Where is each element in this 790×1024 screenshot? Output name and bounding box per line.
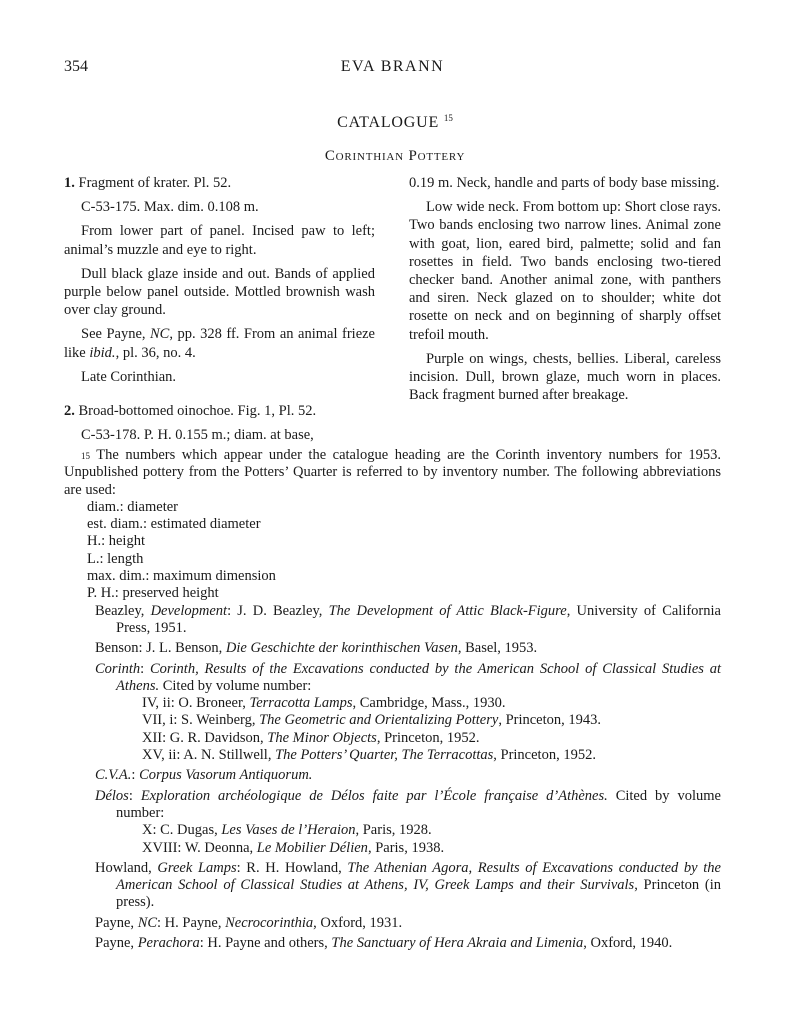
vol-rest: , Princeton, 1943.: [498, 712, 602, 729]
vol-title: The Potters’ Quarter, The Terracottas: [275, 747, 494, 764]
vol-author: IV, ii: O. Broneer,: [142, 695, 250, 712]
ref-corinth-volume: [64, 695, 721, 712]
ref-key: Howland,: [95, 859, 158, 876]
entry-2-glaze: Purple on wings, chests, bellies. Liberal, careless incision. Dull, brown glaze, much worn in places. Back fragment burned after breakage.: [409, 350, 721, 404]
vol-rest: , Cambridge, Mass., 1930.: [352, 695, 506, 712]
ref-key-italic: C.V.A.: [95, 767, 132, 784]
abbreviation-item: P. H.: preserved height: [87, 585, 219, 602]
vol-author: VII, i: S. Weinberg,: [142, 712, 260, 729]
ref-text: , pl. 36, no. 4.: [115, 344, 196, 361]
ref-title: Die Geschichte der korinthischen Vasen: [225, 640, 458, 657]
entry-1-inventory: C-53-175. Max. dim. 0.108 m.: [81, 199, 259, 216]
ref-howland: [64, 860, 721, 912]
ref-text: , pp. 328 ff. From an animal frieze like: [64, 326, 375, 361]
ref-benson: [64, 640, 721, 657]
footnote-mark: 15: [81, 451, 90, 461]
ref-corinth-volume: [64, 747, 721, 764]
ref-text: See Payne,: [81, 326, 151, 343]
vol-rest: , Princeton, 1952.: [493, 747, 596, 764]
vol-title: Les Vases de l’Heraion: [221, 822, 356, 839]
entry-1-date: Late Corinthian.: [81, 368, 177, 385]
abbreviation-item: H.: height: [87, 533, 145, 550]
abbreviation-item: max. dim.: maximum dimension: [87, 568, 276, 585]
entry-2-title-text: Broad-bottomed oinochoe. Fig. 1, Pl. 52.: [78, 403, 317, 420]
abbreviation-list: [87, 499, 721, 603]
page-number: 354: [64, 58, 88, 75]
entry-2-title: [64, 402, 375, 420]
ref-key-italic: Development: [150, 602, 228, 619]
entry-2-description: Low wide neck. From bottom up: Short close rays. Two bands enclosing two narrow lines. Animal zone with goat, lion, eared bird, palmette; solid and fan rosettes in field. Two bands enclosing two-tiered checker band. Another animal zone, with panthers and siren. Neck glazed on to shoulder; white dot rosette on neck and on beginning of sharply offset trefoil mouth.: [409, 199, 721, 343]
abbreviation-item: diam.: diameter: [87, 498, 178, 515]
ref-key: Payne,: [95, 914, 138, 931]
ref-key: Payne,: [95, 935, 138, 952]
abbreviation-item: L.: length: [87, 550, 144, 567]
ref-cva: [64, 767, 721, 784]
ref-corinth-volume: [64, 712, 721, 729]
entry-1-description: From lower part of panel. Incised paw to left; animal’s muzzle and eye to right.: [64, 223, 375, 258]
section-title: Corinthian Pottery: [324, 148, 466, 164]
footnote-lead: [64, 447, 721, 499]
ref-author: : H. Payne and others,: [199, 935, 332, 952]
vol-title: The Minor Objects: [267, 729, 377, 746]
ref-key-italic: Greek Lamps: [157, 859, 237, 876]
vol-author: XII: G. R. Davidson,: [142, 729, 268, 746]
ref-delos-volume: [64, 840, 721, 857]
ref-corinth-volume: [64, 730, 721, 747]
ref-rest: , Basel, 1953.: [457, 640, 538, 657]
right-column: [409, 174, 721, 404]
vol-title: The Geometric and Orientalizing Pottery: [259, 712, 499, 729]
vol-title: Terracotta Lamps: [249, 695, 353, 712]
ref-key: Beazley,: [95, 602, 151, 619]
ref-corinth: [64, 661, 721, 696]
ref-title: Corinth, Results of the Excavations conducted by the American School of Classical Studies at Athens.: [116, 660, 721, 694]
entry-2-number: 2.: [64, 403, 75, 420]
ref-payne-perachora: [64, 935, 721, 952]
ref-rest: , Oxford, 1940.: [583, 935, 673, 952]
entry-1-number: 1.: [64, 175, 75, 191]
catalogue-title: [0, 114, 790, 132]
vol-rest: , Princeton, 1952.: [376, 729, 480, 746]
vol-title: Le Mobilier Délien: [256, 839, 368, 856]
page-header: [64, 58, 721, 80]
ref-author: : J. L. Benson,: [138, 640, 226, 657]
entry-1-title-text: Fragment of krater. Pl. 52.: [78, 175, 232, 191]
ref-rest: Cited by volume number:: [159, 677, 312, 694]
ref-abbr: NC: [150, 326, 170, 343]
entry-2-continued: 0.19 m. Neck, handle and parts of body base missing.: [409, 175, 720, 191]
vol-rest: , Paris, 1938.: [367, 839, 445, 856]
footnote-reference: 15: [443, 113, 453, 123]
ref-title: The Sanctuary of Hera Akraia and Limenia: [331, 935, 584, 952]
footnote-15: [64, 447, 721, 952]
ref-delos: [64, 788, 721, 823]
ref-rest: , Princeton (in press).: [116, 877, 721, 911]
entry-1-title: [64, 174, 375, 192]
ref-sep: :: [128, 787, 141, 804]
ref-key-italic: NC: [137, 914, 158, 931]
ref-title: Exploration archéologique de Délos faite par l’École française d’Athènes.: [140, 787, 608, 804]
vol-rest: , Paris, 1928.: [355, 822, 432, 839]
entry-1-glaze: Dull black glaze inside and out. Bands of applied purple below panel outside. Mottled brownish wash over clay ground.: [64, 265, 375, 319]
abbreviation-item: est. diam.: estimated diameter: [87, 516, 261, 533]
ref-rest: , University of California Press, 1951.: [116, 602, 721, 636]
ref-ibid: ibid.: [89, 344, 116, 361]
ref-rest: , Oxford, 1931.: [313, 914, 403, 931]
ref-title: The Athenian Agora, Results of Excavations conducted by the American School of Classical Studies at Athens, IV, Greek Lamps and their Survivals: [116, 859, 721, 894]
vol-author: X: C. Dugas,: [142, 822, 222, 839]
running-title: EVA BRANN: [340, 58, 445, 75]
ref-key-italic: Délos: [95, 787, 129, 804]
ref-delos-volume: [64, 822, 721, 839]
ref-beazley: [64, 603, 721, 638]
entry-1-reference: [64, 325, 375, 361]
ref-rest: Cited by volume number:: [116, 787, 721, 821]
ref-sep: :: [131, 767, 140, 784]
ref-key: Benson: [95, 640, 139, 657]
ref-title: Necrocorinthia: [225, 914, 314, 931]
ref-author: : H. Payne,: [157, 914, 226, 931]
catalogue-title-text: CATALOGUE: [337, 114, 440, 131]
ref-title: Corpus Vasorum Antiquorum.: [139, 767, 313, 784]
left-column: [64, 174, 375, 444]
ref-author: : R. H. Howland,: [236, 859, 348, 876]
ref-author: : J. D. Beazley,: [227, 602, 329, 619]
vol-author: XV, ii: A. N. Stillwell,: [142, 747, 276, 764]
footnote-lead-text: The numbers which appear under the catalogue heading are the Corinth inventory numbers for 1953. Unpublished pottery from the Potters’ Quarter is referred to by inventory number. The following abbreviations are used:: [64, 447, 721, 498]
ref-key-italic: Perachora: [137, 935, 200, 952]
entry-2-inventory: C-53-178. P. H. 0.155 m.; diam. at base,: [81, 427, 314, 444]
vol-author: XVIII: W. Deonna,: [142, 839, 257, 856]
ref-sep: :: [140, 660, 150, 677]
ref-title: The Development of Attic Black-Figure: [328, 602, 567, 619]
ref-key-italic: Corinth: [95, 660, 141, 677]
ref-payne-nc: [64, 915, 721, 932]
